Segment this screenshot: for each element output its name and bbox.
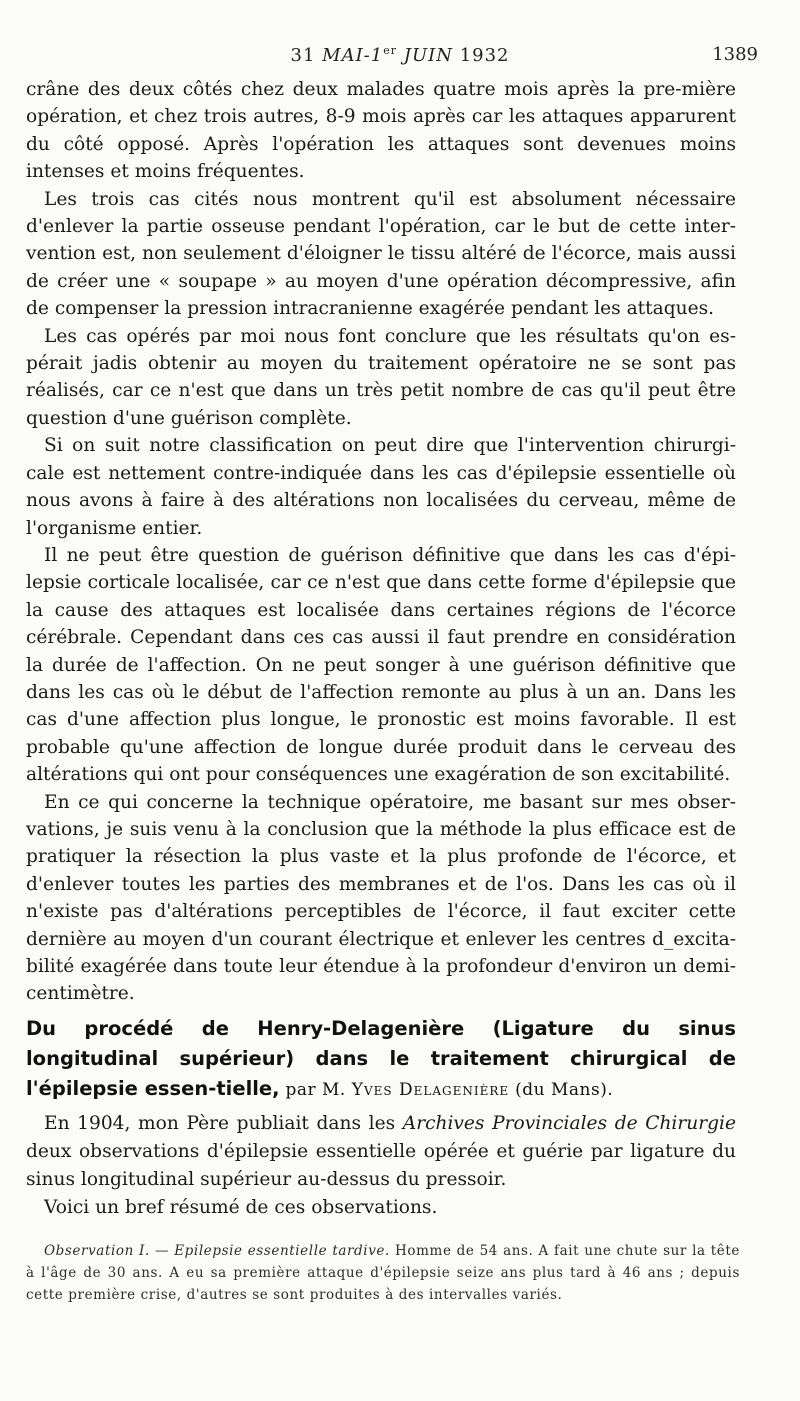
journal-title: Archives Provinciales de Chirurgie [402, 1113, 736, 1134]
section-paragraph-1: En 1904, mon Père publiait dans les Archives Provinciales de Chirurgie deux observations d'épilepsie essentielle opérée et guérie par ligature du sinus longitudinal supérieur au-dessus du pressoir. [26, 1113, 736, 1190]
paragraph-1: crâne des deux côtés chez deux malades quatre mois après la pre-mière opération, et chez trois autres, 8-9 mois après car les attaques apparurent du côté opposé. Après l'opération les attaques sont devenues moins intenses et moins fréquentes. [26, 79, 736, 183]
running-head [0, 44, 800, 74]
paragraph-2: Les trois cas cités nous montrent qu'il est absolument nécessaire d'enlever la partie osseuse pendant l'opération, car le but de cette inter-vention est, non seulement d'éloigner le tissu altéré de l'écorce, mais aussi de créer une « soupape » au moyen d'une opération décompressive, afin de compenser la pression intracranienne exagérée pendant les attaques. [26, 188, 736, 320]
observation-text: Homme de 54 ans. A fait une chute sur la tête à l'âge de 30 ans. A eu sa première attaque d'épilepsie seize ans plus tard à 46 ans ; depuis cette première crise, d'autres se sont produites à des intervalles variés. [26, 1243, 740, 1303]
body-text [26, 76, 736, 1008]
running-head-date: 31 MAI-1er JUIN 1932 [290, 44, 510, 66]
author-suffix: (du Mans). [509, 1080, 614, 1100]
section-title: Du procédé de Henry-Delagenière (Ligature du sinus longitudinal supérieur) dans le traitement chirurgical de l'épilepsie essen-tielle, [26, 1017, 736, 1100]
paragraph-3: Les cas opérés par moi nous font conclure que les résultats qu'on es-pérait jadis obtenir au moyen du traitement opératoire ne se sont pas réalisés, car ce n'est que dans un très petit nombre de cas qu'il peut être question d'une guérison complète. [26, 325, 736, 429]
observation-label: Observation I. — [44, 1243, 175, 1259]
section-heading [26, 1014, 736, 1105]
paragraph-5: Il ne peut être question de guérison définitive que dans les cas d'épi-lepsie corticale localisée, car ce n'est que dans cette forme d'épilepsie que la cause des attaques est localisée dans certaines régions de l'écorce cérébrale. Cependant dans ces cas aussi il faut prendre en considération la durée de l'affection. On ne peut songer à une guérison définitive que dans les cas où le début de l'affection remonte au plus à un an. Dans les cas d'une affection plus longue, le pronostic est moins favorable. Il est probable qu'une affection de longue durée produit dans le cerveau des altérations qui ont pour conséquences une exagération de son excitabilité. [26, 544, 736, 786]
author-name: Yves Delagenière [351, 1080, 510, 1100]
observation-note [26, 1240, 740, 1306]
page-number: 1389 [712, 44, 758, 65]
author-prefix: par M. [279, 1080, 352, 1100]
observation-title: Epilepsie essentielle tardive. [174, 1243, 390, 1259]
section-paragraph-2: Voici un bref résumé de ces observations. [44, 1197, 438, 1218]
section-body [26, 1110, 736, 1222]
paragraph-6: En ce qui concerne la technique opératoire, me basant sur mes obser-vations, je suis venu à la conclusion que la méthode la plus efficace est de pratiquer la résection la plus vaste et la plus profonde de l'écorce, et d'enlever toutes les parties des membranes et de l'os. Dans les cas où il n'existe pas d'altérations perceptibles de l'écorce, il faut exciter cette dernière au moyen d'un courant électrique et enlever les centres d_excita-bilité exagérée dans toute leur étendue à la profondeur d'environ un demi-centimètre. [26, 791, 736, 1005]
paragraph-4: Si on suit notre classification on peut dire que l'intervention chirurgi-cale est nettement contre-indiquée dans les cas d'épilepsie essentielle où nous avons à faire à des altérations non localisées du cerveau, même de l'organisme entier. [26, 435, 736, 539]
